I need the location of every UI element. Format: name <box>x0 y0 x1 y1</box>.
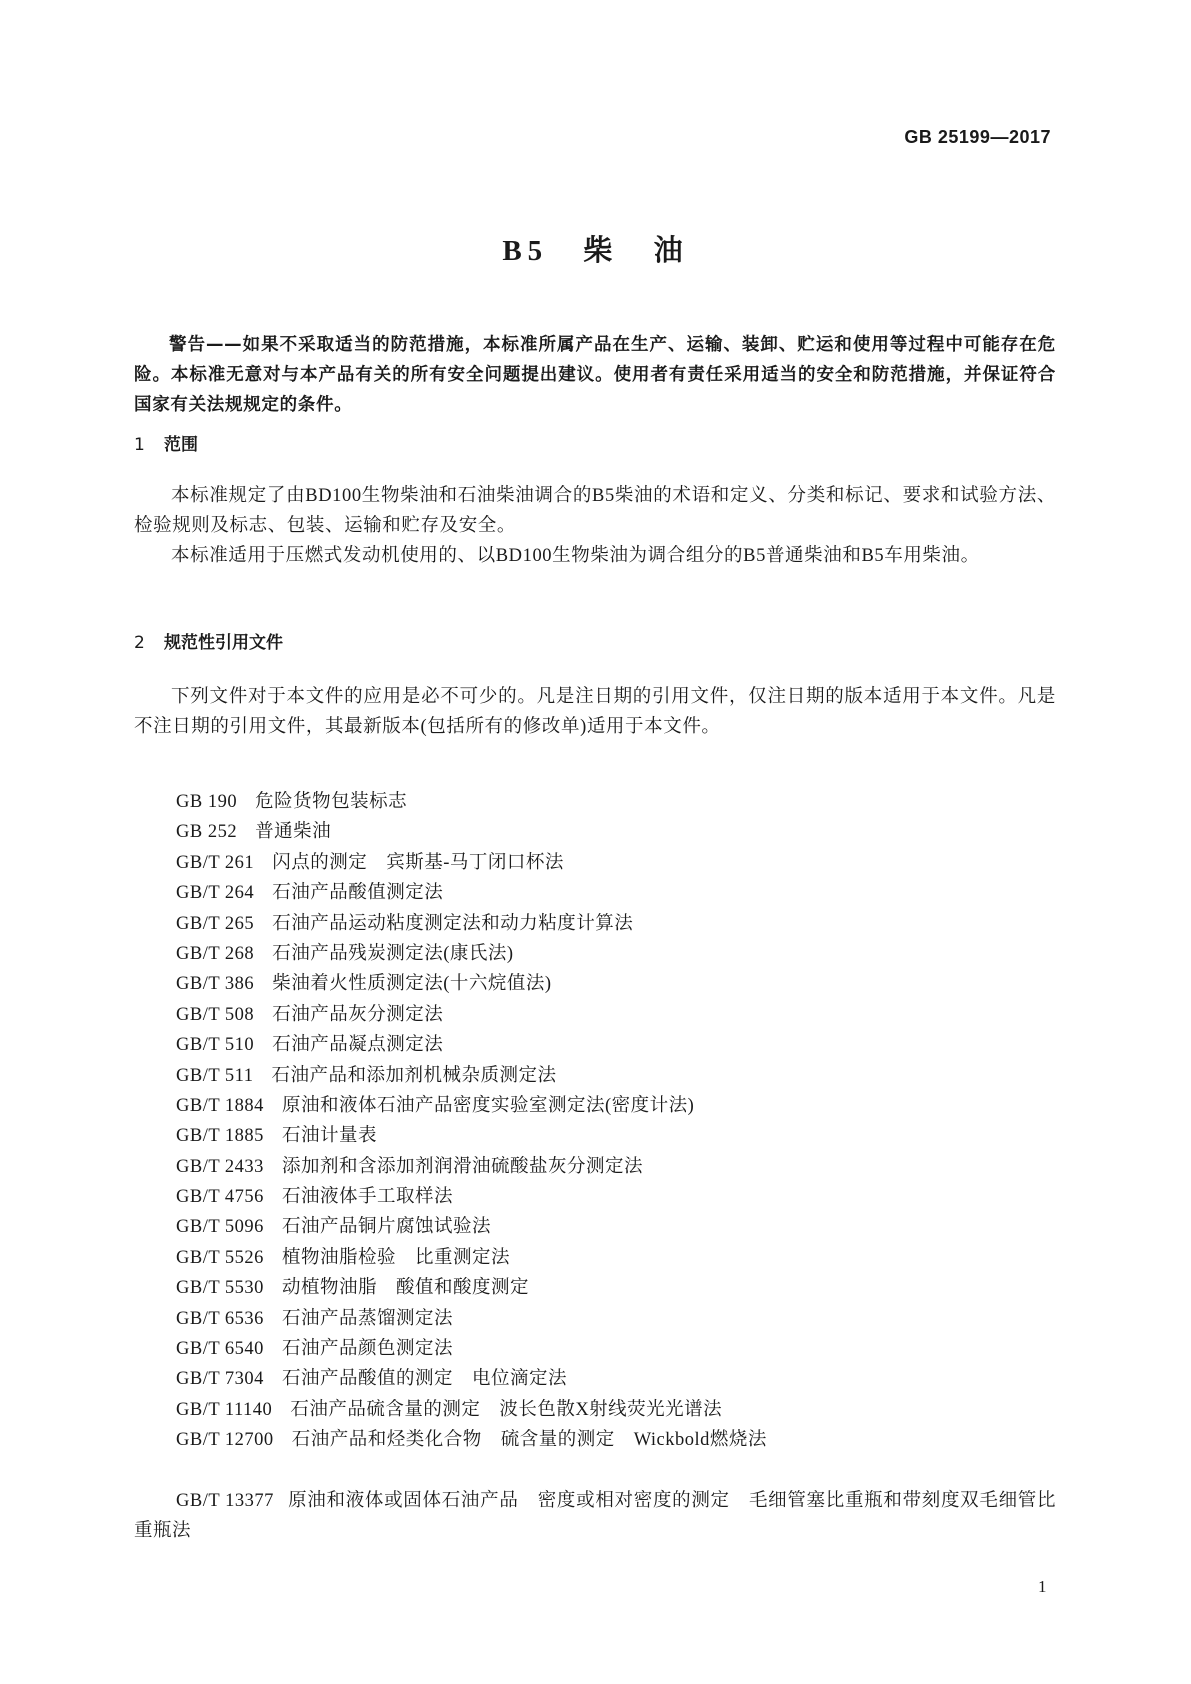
reference-title: 危险货物包装标志 <box>255 792 408 812</box>
reference-code: GB/T 261 <box>176 852 255 873</box>
reference-code: GB/T 386 <box>176 974 255 995</box>
reference-item <box>176 1030 1056 1060</box>
reference-item <box>176 1425 1056 1455</box>
reference-code: GB/T 4756 <box>176 1187 264 1208</box>
reference-title: 石油产品和烃类化合物 硫含量的测定 Wickbold燃烧法 <box>291 1430 767 1451</box>
section-1-paragraph-1: 本标准规定了由BD100生物柴油和石油柴油调合的B5柴油的术语和定义、分类和标记、要求和试验方法、检验规则及标志、包装、运输和贮存及安全。 <box>134 486 1056 536</box>
reference-item <box>176 969 1056 999</box>
reference-item <box>176 848 1056 878</box>
reference-item <box>176 1243 1056 1273</box>
reference-code: GB/T 511 <box>176 1065 254 1086</box>
reference-title: 石油产品蒸馏测定法 <box>281 1308 453 1329</box>
reference-title: 原油和液体石油产品密度实验室测定法(密度计法) <box>281 1095 695 1116</box>
reference-code: GB/T 6536 <box>176 1308 264 1329</box>
reference-item-wrapped <box>134 1486 1056 1547</box>
section-1-paragraph-2: 本标准适用于压燃式发动机使用的、以BD100生物柴油为调合组分的B5普通柴油和B5车用柴油。 <box>171 546 980 566</box>
reference-code: GB/T 2433 <box>176 1156 264 1177</box>
reference-item <box>176 1121 1056 1151</box>
reference-title: 石油产品硫含量的测定 波长色散X射线荧光光谱法 <box>290 1399 723 1420</box>
reference-item <box>176 1273 1056 1303</box>
section-1-title: 范围 <box>164 435 198 455</box>
reference-code: GB/T 1884 <box>176 1095 264 1116</box>
standard-code: GB 25199—2017 <box>904 127 1051 147</box>
reference-title: 石油产品颜色测定法 <box>281 1339 453 1360</box>
reference-item <box>176 909 1056 939</box>
reference-item <box>176 1152 1056 1182</box>
reference-title: 闪点的测定 宾斯基-马丁闭口杯法 <box>272 852 564 873</box>
reference-code: GB/T 12700 <box>176 1430 274 1451</box>
reference-title: 石油液体手工取样法 <box>281 1187 453 1208</box>
reference-title: 植物油脂检验 比重测定法 <box>281 1247 510 1268</box>
reference-title: 石油产品酸值的测定 电位滴定法 <box>281 1369 567 1390</box>
reference-title: 添加剂和含添加剂润滑油硫酸盐灰分测定法 <box>281 1156 643 1177</box>
reference-item <box>176 1061 1056 1091</box>
reference-item <box>176 1000 1056 1030</box>
reference-item <box>176 1212 1056 1242</box>
reference-code: GB/T 5530 <box>176 1278 264 1299</box>
reference-code: GB/T 508 <box>176 1004 255 1025</box>
reference-item <box>176 1364 1056 1394</box>
reference-title: 原油和液体或固体石油产品 密度或相对密度的测定 毛细管塞比重瓶和带刻度双毛细管比重瓶法 <box>134 1491 1056 1542</box>
section-2-paragraph-1: 下列文件对于本文件的应用是必不可少的。凡是注日期的引用文件，仅注日期的版本适用于本文件。凡是不注日期的引用文件，其最新版本(包括所有的修改单)适用于本文件。 <box>134 687 1056 737</box>
reference-item <box>176 878 1056 908</box>
reference-title: 动植物油脂 酸值和酸度测定 <box>281 1278 529 1299</box>
reference-item <box>176 817 1056 847</box>
reference-item <box>176 787 1056 817</box>
warning-paragraph: 警告——如果不采取适当的防范措施，本标准所属产品在生产、运输、装卸、贮运和使用等过程中可能存在危险。本标准无意对与本产品有关的所有安全问题提出建议。使用者有责任采用适当的安全和防范措施，并保证符合国家有关法规规定的条件。 <box>134 335 1056 415</box>
reference-code: GB/T 6540 <box>176 1339 264 1360</box>
reference-item <box>176 939 1056 969</box>
reference-code: GB/T 265 <box>176 913 255 934</box>
reference-title: 石油产品铜片腐蚀试验法 <box>281 1217 491 1238</box>
reference-title: 石油产品和添加剂机械杂质测定法 <box>271 1065 557 1086</box>
reference-code: GB/T 264 <box>176 883 255 904</box>
reference-title: 石油产品凝点测定法 <box>272 1035 444 1056</box>
section-2-title: 规范性引用文件 <box>164 633 283 653</box>
reference-title: 石油产品灰分测定法 <box>272 1004 444 1025</box>
reference-code: GB/T 5526 <box>176 1247 264 1268</box>
reference-item <box>176 1091 1056 1121</box>
reference-title: 石油产品残炭测定法(康氏法) <box>272 943 514 964</box>
reference-list <box>176 787 1056 1456</box>
reference-code: GB 252 <box>176 822 238 843</box>
reference-code: GB/T 13377 <box>176 1491 274 1511</box>
reference-title: 石油产品酸值测定法 <box>272 883 444 904</box>
reference-item <box>176 1395 1056 1425</box>
section-2-number: 2 <box>134 633 145 653</box>
reference-code: GB/T 510 <box>176 1035 255 1056</box>
reference-item <box>176 1304 1056 1334</box>
reference-item <box>176 1334 1056 1364</box>
reference-code: GB/T 11140 <box>176 1399 273 1420</box>
reference-code: GB/T 1885 <box>176 1126 264 1147</box>
section-1-number: 1 <box>134 435 145 455</box>
reference-title: 石油计量表 <box>281 1126 377 1147</box>
reference-item <box>176 1182 1056 1212</box>
reference-title: 石油产品运动粘度测定法和动力粘度计算法 <box>272 913 634 934</box>
section-2-heading <box>134 628 283 653</box>
reference-code: GB/T 268 <box>176 943 255 964</box>
reference-code: GB 190 <box>176 792 238 812</box>
reference-code: GB/T 7304 <box>176 1369 264 1390</box>
reference-code: GB/T 5096 <box>176 1217 264 1238</box>
document-title: B5 柴 油 <box>502 235 689 267</box>
reference-title: 柴油着火性质测定法(十六烷值法) <box>272 974 552 995</box>
page-number: 1 <box>1038 1577 1047 1596</box>
section-1-heading <box>134 430 198 455</box>
reference-title: 普通柴油 <box>255 822 332 843</box>
